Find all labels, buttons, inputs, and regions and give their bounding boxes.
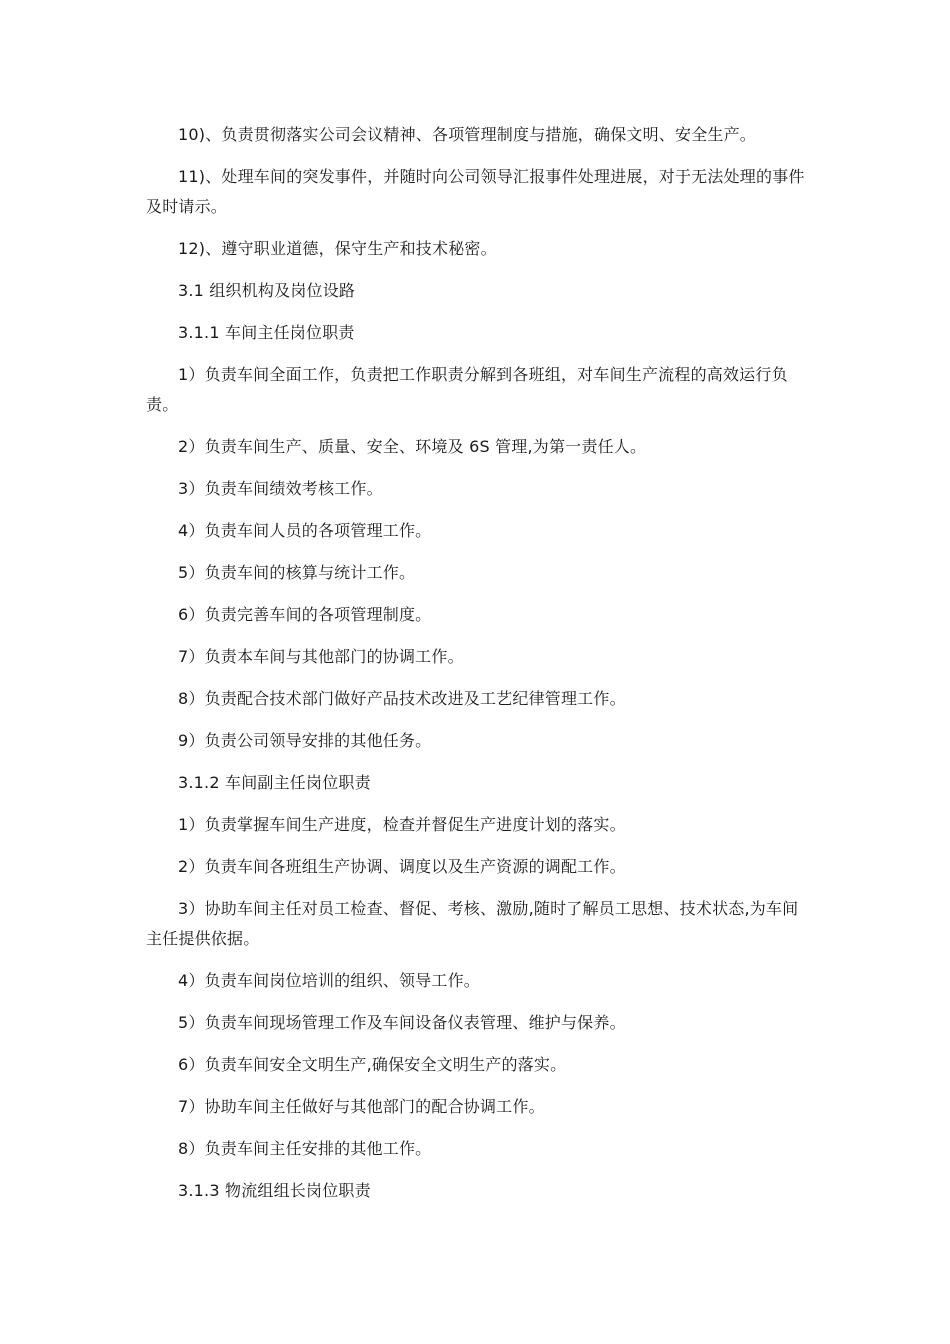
duty-item: 8）负责配合技术部门做好产品技术改进及工艺纪律管理工作。 [178,689,626,708]
duty-item: 3）协助车间主任对员工检查、督促、考核、激励,随时了解员工思想、技术状态,为车间主任提供依据。 [146,899,799,948]
duty-item: 8）负责车间主任安排的其他工作。 [178,1139,432,1158]
duty-item: 5）负责车间现场管理工作及车间设备仪表管理、维护与保养。 [178,1013,626,1032]
duty-item: 5）负责车间的核算与统计工作。 [178,563,416,582]
document-body [146,120,810,1218]
duty-item: 1）负责掌握车间生产进度，检查并督促生产进度计划的落实。 [178,815,626,834]
duty-item: 4）负责车间岗位培训的组织、领导工作。 [178,971,480,990]
duty-item: 1）负责车间全面工作，负责把工作职责分解到各班组，对车间生产流程的高效运行负责。 [146,365,788,414]
duty-item: 7）协助车间主任做好与其他部门的配合协调工作。 [178,1097,545,1116]
paragraph-item-10: 10)、负责贯彻落实公司会议精神、各项管理制度与措施，确保文明、安全生产。 [178,125,757,144]
section-heading-3-1-3: 3.1.3 物流组组长岗位职责 [178,1181,371,1200]
section-heading-3-1-1: 3.1.1 车间主任岗位职责 [178,323,355,342]
duty-item: 2）负责车间各班组生产协调、调度以及生产资源的调配工作。 [178,857,626,876]
duty-item: 7）负责本车间与其他部门的协调工作。 [178,647,464,666]
duty-item: 4）负责车间人员的各项管理工作。 [178,521,432,540]
duty-item: 2）负责车间生产、质量、安全、环境及 6S 管理,为第一责任人。 [178,437,647,456]
section-heading-3-1-2: 3.1.2 车间副主任岗位职责 [178,773,371,792]
section-heading-3-1: 3.1 组织机构及岗位设路 [178,281,356,300]
paragraph-item-11: 11)、处理车间的突发事件，并随时向公司领导汇报事件处理进展，对于无法处理的事件及时请示。 [146,167,805,216]
duty-item: 6）负责车间安全文明生产,确保安全文明生产的落实。 [178,1055,567,1074]
duty-item: 3）负责车间绩效考核工作。 [178,479,383,498]
paragraph-item-12: 12)、遵守职业道德，保守生产和技术秘密。 [178,239,497,258]
duty-item: 9）负责公司领导安排的其他任务。 [178,731,432,750]
duty-item: 6）负责完善车间的各项管理制度。 [178,605,432,624]
